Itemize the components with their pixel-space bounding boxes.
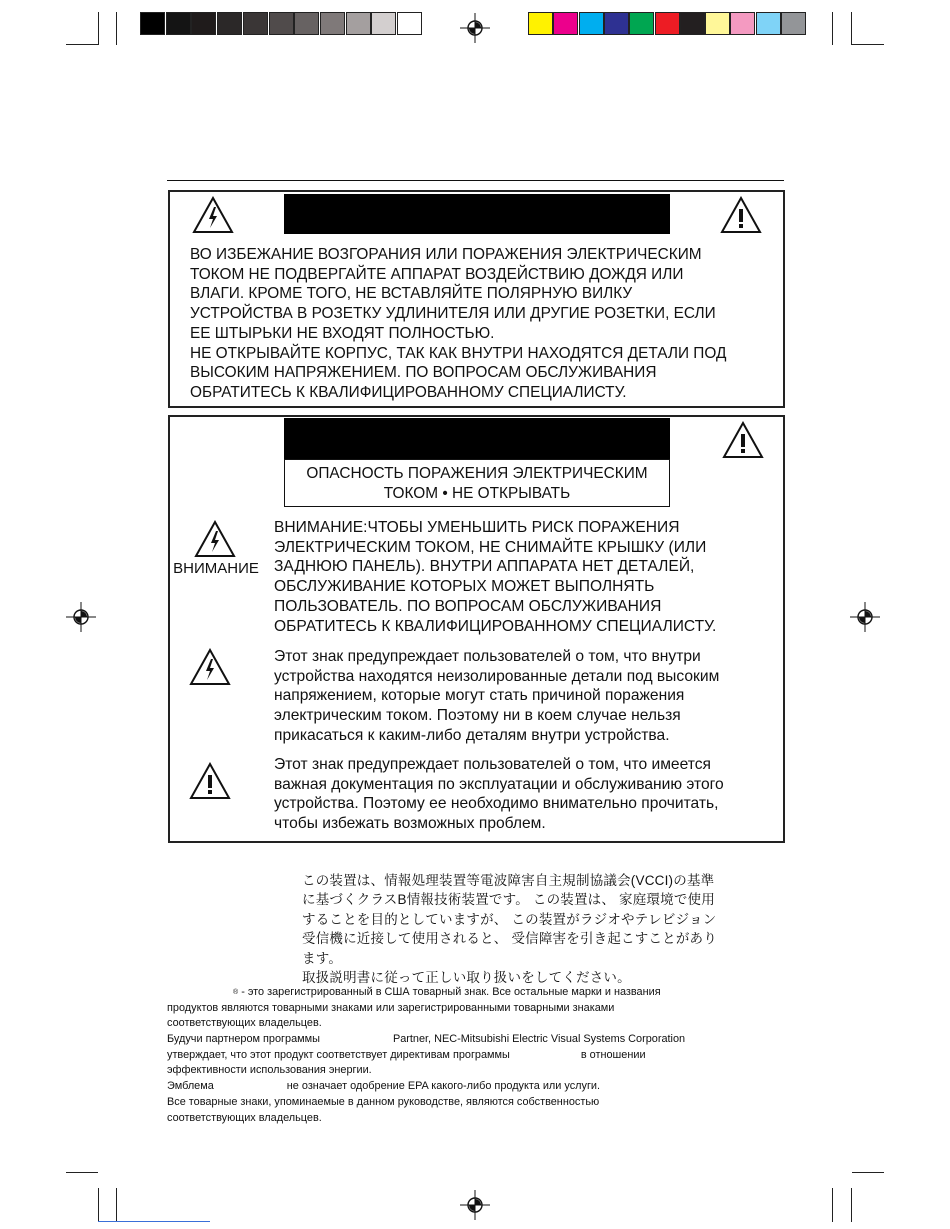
- warning-line: НЕ ОТКРЫВАЙТЕ КОРПУС, ТАК КАК ВНУТРИ НАХОДЯТСЯ ДЕТАЛИ ПОД: [190, 344, 727, 362]
- trademark-line: продуктов являются товарными знаками или зарегистрированными товарными знаками: [167, 1001, 615, 1014]
- color-swatch: [680, 12, 705, 35]
- gray-swatch: [320, 12, 345, 35]
- crop-mark: [851, 12, 852, 45]
- color-swatch: [528, 12, 553, 35]
- crop-mark: [98, 1188, 99, 1222]
- voltage-line: прикасаться к каким-либо деталям внутри устройства.: [274, 726, 670, 744]
- trademark-line: соответствующих владельцев.: [167, 1017, 322, 1030]
- gray-swatch: [217, 12, 242, 35]
- lightning-triangle-icon: [189, 648, 231, 686]
- warning-line: ОБРАТИТЕСЬ К КВАЛИФИЦИРОВАННОМУ СПЕЦИАЛИСТУ.: [190, 383, 627, 401]
- crop-mark: [66, 44, 98, 45]
- gray-swatch: [269, 12, 294, 35]
- gray-swatch: [397, 12, 422, 35]
- gray-swatch: [346, 12, 371, 35]
- danger-line: ОПАСНОСТЬ ПОРАЖЕНИЯ ЭЛЕКТРИЧЕСКИМ: [306, 465, 648, 482]
- color-swatch: [781, 12, 806, 35]
- energy-star-partner-notice: [167, 1032, 767, 1079]
- warning-line: ВЫСОКИМ НАПРЯЖЕНИЕМ. ПО ВОПРОСАМ ОБСЛУЖИВАНИЯ: [190, 364, 657, 382]
- partner-line: Будучи партнером программы: [167, 1033, 320, 1045]
- vcci-notice: [302, 871, 717, 987]
- danger-label-box: [284, 459, 670, 507]
- crop-mark: [852, 44, 884, 45]
- partner-line: эффективности использования энергии.: [167, 1064, 372, 1077]
- trademarks-ownership-notice: [167, 1095, 767, 1126]
- voltage-line: электрическим током. Поэтому ни в коем случае нельзя: [274, 707, 681, 725]
- gray-swatch: [243, 12, 268, 35]
- danger-line: ТОКОМ • НЕ ОТКРЫВАТЬ: [383, 485, 571, 502]
- caution-title-bar: [284, 418, 670, 460]
- partner-line: Partner, NEC-Mitsubishi Electric Visual Systems Corporation: [392, 1033, 686, 1045]
- vcci-line: ます。: [302, 950, 343, 966]
- gray-swatch: [294, 12, 319, 35]
- crop-mark: [98, 12, 99, 45]
- partner-line: утверждает, что этот продукт соответствует директивам программы: [167, 1048, 510, 1061]
- color-swatch: [705, 12, 730, 35]
- lightning-triangle-icon: [192, 196, 234, 234]
- voltage-line: напряжением, которые могут стать причиной поражения: [274, 687, 685, 705]
- registration-target-icon: [460, 1190, 490, 1220]
- color-swatch: [655, 12, 680, 35]
- emblem-notice: [167, 1079, 767, 1095]
- color-swatch: [553, 12, 578, 35]
- crop-mark: [851, 1188, 852, 1222]
- voltage-line: устройства находятся неизолированные детали под высоким: [274, 667, 720, 685]
- crop-mark: [66, 1172, 98, 1173]
- emblem-line: Эмблема: [167, 1080, 214, 1092]
- vcci-line: することを目的としていますが、 この装置がラジオやテレビジョン: [302, 911, 717, 927]
- lightning-triangle-icon: [194, 520, 236, 558]
- caution-line: ВНИМАНИЕ:ЧТОБЫ УМЕНЬШИТЬ РИСК ПОРАЖЕНИЯ: [274, 519, 680, 536]
- registered-mark: ®: [233, 989, 239, 996]
- documentation-symbol-text: [274, 755, 724, 834]
- color-swatch: [756, 12, 781, 35]
- docs-line: Этот знак предупреждает пользователей о том, что имеется: [274, 756, 711, 773]
- docs-line: чтобы избежать возможных проблем.: [274, 815, 546, 833]
- ownership-line: соответствующих владельцев.: [167, 1111, 322, 1124]
- crop-mark: [98, 1221, 210, 1222]
- warning-line: УСТРОЙСТВА В РОЗЕТКУ УДЛИНИТЕЛЯ ИЛИ ДРУГИЕ РОЗЕТКИ, ЕСЛИ: [190, 305, 716, 323]
- registration-target-icon: [850, 602, 880, 632]
- color-swatch: [579, 12, 604, 35]
- partner-line: в отношении: [580, 1048, 646, 1061]
- color-swatch: [730, 12, 755, 35]
- caution-label: ВНИМАНИЕ: [173, 560, 259, 577]
- emblem-line: не означает одобрение EPA какого-либо продукта или услуги.: [286, 1080, 601, 1092]
- trademark-line: - это зарегистрированный в США товарный знак. Все остальные марки и названия: [241, 986, 661, 998]
- trademark-notice: [167, 985, 767, 1032]
- caution-line: ПОЛЬЗОВАТЕЛЬ. ПО ВОПРОСАМ ОБСЛУЖИВАНИЯ: [274, 597, 662, 615]
- vcci-line: に基づくクラスB情報技術装置です。 この装置は、 家庭環境で使用: [302, 892, 715, 908]
- exclamation-triangle-icon: [722, 421, 764, 459]
- voltage-line: Этот знак предупреждает пользователей о том, что внутри: [274, 648, 701, 665]
- ownership-line: Все товарные знаки, упоминаемые в данном руководстве, являются собственностью: [167, 1096, 600, 1108]
- gray-swatch: [191, 12, 216, 35]
- docs-line: важная документация по эксплуатации и обслуживанию этого: [274, 775, 724, 793]
- voltage-symbol-text: [274, 647, 719, 746]
- crop-mark: [832, 1188, 833, 1222]
- crop-mark: [116, 1188, 117, 1222]
- crop-mark: [116, 12, 117, 45]
- vcci-line: この装置は、情報処理装置等電波障害自主規制協議会(VCCI)の基準: [302, 873, 715, 888]
- warning-line: ЕЕ ШТЫРЬКИ НЕ ВХОДЯТ ПОЛНОСТЬЮ.: [190, 324, 495, 342]
- caution-line: ЭЛЕКТРИЧЕСКИМ ТОКОМ, НЕ СНИМАЙТЕ КРЫШКУ (ИЛИ: [274, 538, 707, 556]
- gray-swatch: [140, 12, 165, 35]
- warning-title-bar: [284, 194, 670, 234]
- warning-line: ВО ИЗБЕЖАНИЕ ВОЗГОРАНИЯ ИЛИ ПОРАЖЕНИЯ ЭЛЕКТРИЧЕСКИМ: [190, 246, 702, 263]
- crop-mark: [852, 1172, 884, 1173]
- caution-line: ЗАДНЮЮ ПАНЕЛЬ). ВНУТРИ АППАРАТА НЕТ ДЕТАЛЕЙ,: [274, 558, 695, 576]
- warning-line: ВЛАГИ. КРОМЕ ТОГО, НЕ ВСТАВЛЯЙТЕ ПОЛЯРНУЮ ВИЛКУ: [190, 285, 633, 303]
- color-swatch: [604, 12, 629, 35]
- exclamation-triangle-icon: [720, 196, 762, 234]
- crop-mark: [832, 12, 833, 45]
- gray-swatch: [371, 12, 396, 35]
- exclamation-triangle-icon: [189, 762, 231, 800]
- warning-text: [190, 245, 726, 403]
- docs-line: устройства. Поэтому ее необходимо внимательно прочитать,: [274, 795, 719, 813]
- caution-text: [274, 518, 716, 636]
- vcci-line: 受信機に近接して使用されると、 受信障害を引き起こすことがあり: [302, 931, 717, 947]
- vcci-line: 取扱説明書に従って正しい取り扱いをしてください。: [302, 970, 631, 986]
- gray-swatch: [166, 12, 191, 35]
- caution-line: ОБРАТИТЕСЬ К КВАЛИФИЦИРОВАННОМУ СПЕЦИАЛИСТУ.: [274, 617, 717, 635]
- registration-target-icon: [460, 13, 490, 43]
- registration-target-icon: [66, 602, 96, 632]
- header-rule: [167, 180, 784, 181]
- caution-line: ОБСЛУЖИВАНИЕ КОТОРЫХ МОЖЕТ ВЫПОЛНЯТЬ: [274, 578, 655, 596]
- color-swatch: [629, 12, 654, 35]
- warning-line: ТОКОМ НЕ ПОДВЕРГАЙТЕ АППАРАТ ВОЗДЕЙСТВИЮ ДОЖДЯ ИЛИ: [190, 265, 684, 283]
